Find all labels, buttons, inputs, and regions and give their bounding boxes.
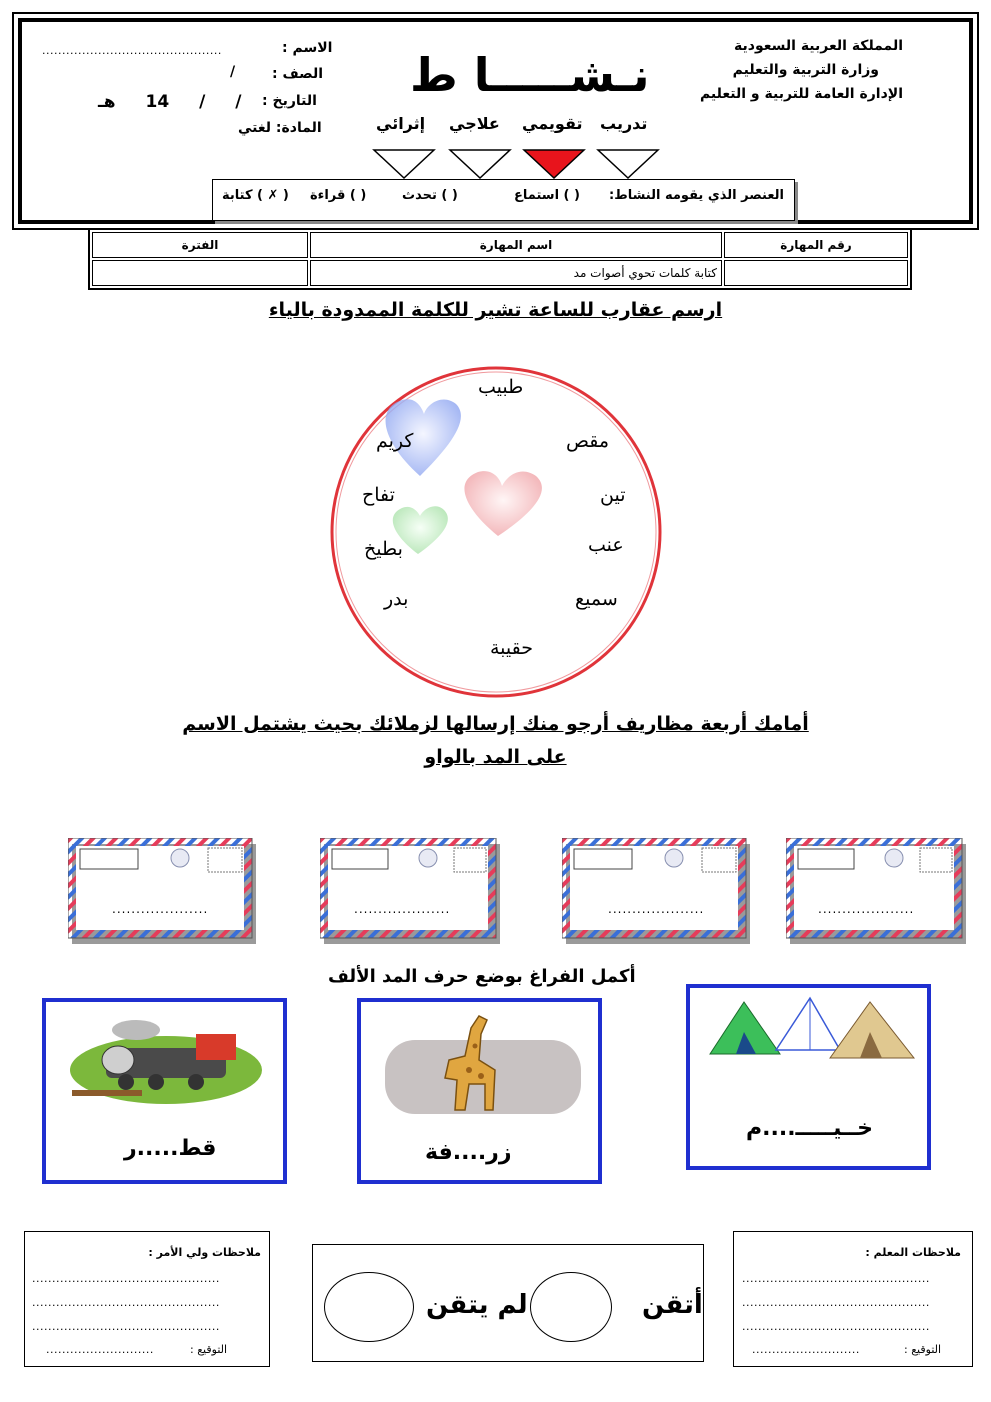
train-icon: [66, 1012, 266, 1112]
triangle-evaluation-selected[interactable]: [524, 150, 584, 178]
envelope-instruction-line2: على المد بالواو: [424, 746, 567, 768]
envelope-4-name-field[interactable]: ....................: [818, 902, 915, 916]
name-field[interactable]: .............................................: [42, 44, 222, 57]
clock-word-5: سميع: [575, 588, 618, 610]
not-mastered-circle[interactable]: [324, 1272, 414, 1342]
clock-word-10: كريم: [376, 430, 414, 452]
envelope-3-name-field[interactable]: ....................: [608, 902, 705, 916]
envelope-1[interactable]: [68, 838, 248, 938]
clock-instruction: ارسم عقارب للساعة تشير للكلمة الممدودة بالياء: [268, 299, 723, 321]
parent-signature-field[interactable]: ...........................: [46, 1343, 154, 1356]
teacher-notes-title: ملاحظات المعلم :: [865, 1246, 961, 1259]
kingdom-name: المملكة العربية السعودية: [734, 38, 903, 54]
parent-notes-line-1[interactable]: ...............................................: [32, 1272, 220, 1285]
envelope-3[interactable]: [562, 838, 742, 938]
picture-card-tents: [686, 984, 931, 1170]
tents-word-blank[interactable]: خــيـــــ....م: [746, 1116, 874, 1141]
type-training-label: تدريب: [600, 114, 648, 133]
parent-signature-label: التوقيع :: [190, 1343, 228, 1356]
envelope-4-icon: [786, 838, 976, 948]
date-field[interactable]: / / 14 هـ: [98, 92, 242, 112]
clock-word-2: مقص: [566, 430, 610, 452]
cell-skill-name: كتابة كلمات تحوي أصوات مد: [310, 260, 722, 286]
mastered-circle[interactable]: [530, 1272, 612, 1342]
fill-blank-instruction: أكمل الفراغ بوضع حرف المد الألف: [328, 966, 636, 987]
header-skill-name: اسم المهارة: [310, 232, 722, 258]
element-speaking[interactable]: ( ) تحدث: [402, 188, 458, 203]
parent-notes-line-2[interactable]: ...............................................: [32, 1296, 220, 1309]
envelope-2-icon: [320, 838, 510, 948]
picture-card-train: [42, 998, 287, 1184]
envelope-4[interactable]: [786, 838, 966, 938]
table-row: [92, 260, 908, 286]
triangle-remedial[interactable]: [450, 150, 510, 178]
directorate-name: الإدارة العامة للتربية و التعليم: [699, 86, 903, 102]
teacher-notes-line-1[interactable]: ...............................................: [742, 1272, 930, 1285]
clock-word-1: طبيب: [478, 376, 524, 398]
teacher-signature-label: التوقيع :: [904, 1343, 942, 1356]
envelope-2-name-field[interactable]: ....................: [354, 902, 451, 916]
table-header-row: [92, 232, 908, 258]
envelope-instruction-line1: أمامك أربعة مظاريف أرجو منك إرسالها لزملائك بحيث يشتمل الاسم: [182, 713, 809, 735]
clock-word-4: عنب: [588, 534, 624, 556]
mastered-label: أتقن: [642, 1290, 703, 1320]
parent-notes-line-3[interactable]: ...............................................: [32, 1320, 220, 1333]
element-writing-checked[interactable]: ( ✗ ) كتابة: [222, 188, 289, 203]
envelope-3-icon: [562, 838, 752, 948]
date-label: التاريخ :: [262, 93, 317, 109]
element-reading[interactable]: ( ) قراءة: [310, 188, 367, 203]
class-field[interactable]: /: [230, 64, 236, 80]
name-label: الاسم :: [282, 40, 333, 56]
triangle-enrichment[interactable]: [374, 150, 434, 178]
type-remedial-label: علاجي: [449, 114, 500, 133]
cell-skill-number: [724, 260, 908, 286]
giraffe-icon: [385, 1010, 581, 1114]
subject-label: المادة: لغتي: [238, 120, 322, 136]
envelope-1-name-field[interactable]: ....................: [112, 902, 209, 916]
train-word-blank[interactable]: قط.....ر: [124, 1136, 217, 1161]
header-period: الفترة: [92, 232, 308, 258]
clock-word-6: حقيبة: [490, 637, 534, 659]
not-mastered-label: لم يتقن: [426, 1290, 528, 1320]
ministry-name: وزارة التربية والتعليم: [732, 62, 879, 78]
teacher-signature-field[interactable]: ...........................: [752, 1343, 860, 1356]
triangle-training[interactable]: [598, 150, 658, 178]
tents-icon: [700, 988, 924, 1062]
activity-type-triangles: [370, 146, 666, 182]
clock-word-9: تفاح: [362, 484, 395, 506]
clock-word-8: بطيخ: [364, 538, 403, 560]
teacher-notes-line-2[interactable]: ...............................................: [742, 1296, 930, 1309]
element-listening[interactable]: ( ) استماع: [514, 188, 580, 203]
parent-notes-title: ملاحظات ولي الأمر :: [148, 1246, 261, 1259]
envelope-2[interactable]: [320, 838, 500, 938]
element-prompt: العنصر الذي يقومه النشاط:: [609, 188, 784, 203]
envelope-1-icon: [68, 838, 258, 948]
page-title: نـشـــــا ط: [410, 48, 650, 102]
class-label: الصف :: [272, 66, 323, 82]
giraffe-word-blank[interactable]: زر....فة: [425, 1140, 512, 1165]
header-skill-number: رقم المهارة: [724, 232, 908, 258]
teacher-notes-line-3[interactable]: ...............................................: [742, 1320, 930, 1333]
clock-word-3: تين: [600, 484, 626, 506]
picture-card-giraffe: [357, 998, 602, 1184]
type-enrichment-label: إثرائي: [376, 114, 426, 133]
cell-period: [92, 260, 308, 286]
type-evaluation-label: تقويمي: [522, 114, 583, 133]
clock-word-7: بدر: [384, 588, 409, 610]
skills-table: [88, 228, 912, 290]
